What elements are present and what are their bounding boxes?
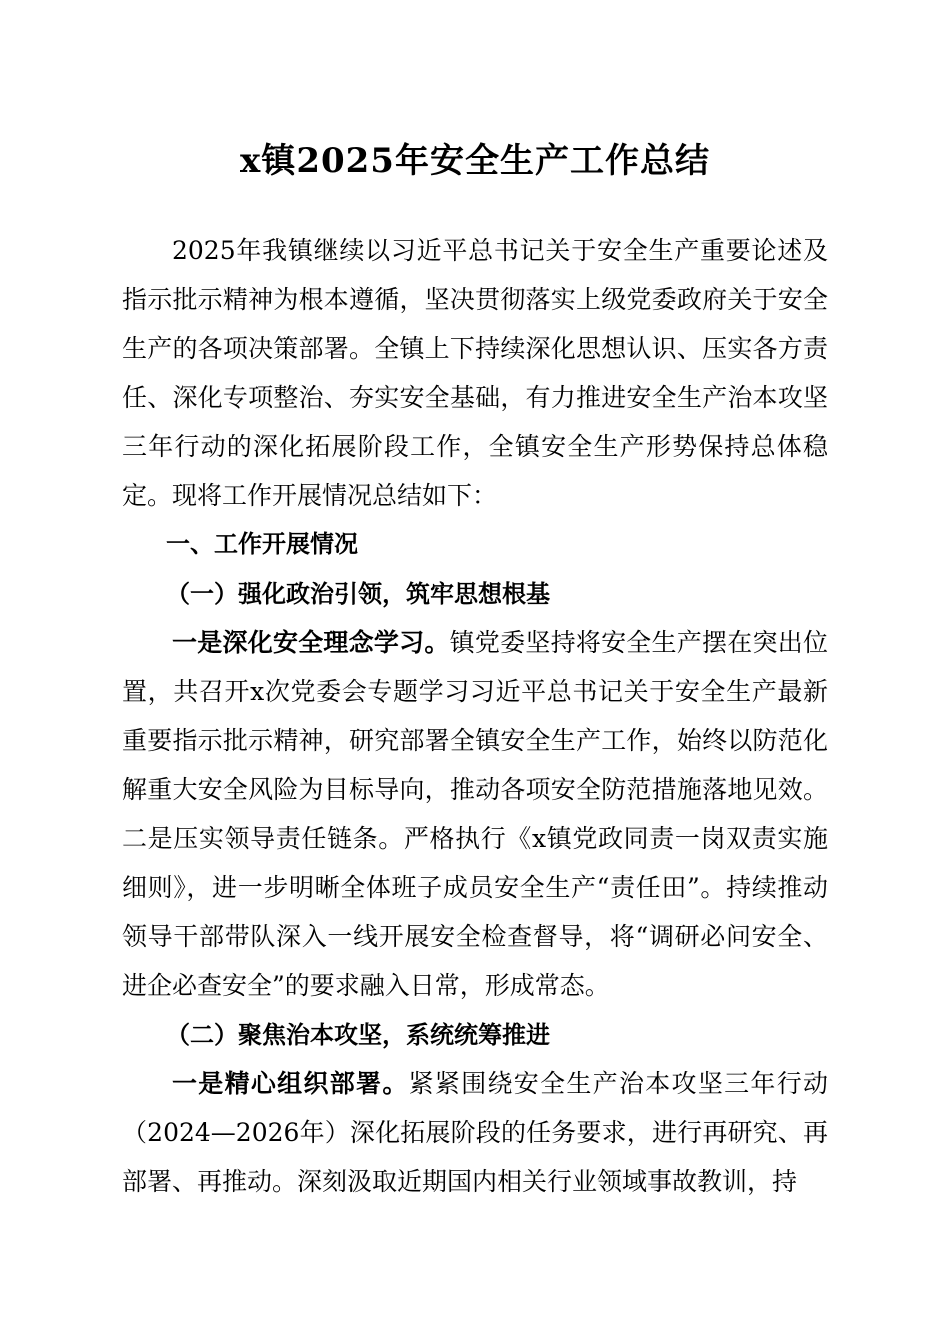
document-title: x镇2025年安全生产工作总结 <box>240 141 710 181</box>
intro-paragraph: 2025年我镇继续以习近平总书记关于安全生产重要论述及指示批示精神为根本遵循，坚决贯彻落实上级党委政府关于安全生产的各项决策部署。全镇上下持续深化思想认识、压实各方责任、深化专项整治、夯实安全基础，有力推进安全生产治本攻坚三年行动的深化拓展阶段工作，全镇安全生产形势保持总体稳定。现将工作开展情况总结如下： <box>122 236 828 510</box>
paragraph-body-text: 镇党委坚持将安全生产摆在突出位置，共召开x次党委会专题学习习近平总书记关于安全生产最新重要指示批示精神，研究部署全镇安全生产工作，始终以防范化解重大安全风险为目标导向，推动各项安全防范措施落地见效。二是压实领导责任链条。严格执行《x镇党政同责一岗双责实施细则》，进一步明晰全体班子成员安全生产“责任田”。持续推动领导干部带队深入一线开展安全检查督导，将“调研必问安全、进企必查安全”的要求融入日常，形成常态。 <box>122 628 828 1000</box>
paragraph-lead-text: 一是精心组织部署。 <box>172 1069 409 1098</box>
subsection1-paragraph <box>122 618 828 1010</box>
document-body <box>122 226 828 1206</box>
subsection-heading-political-guidance: （一）强化政治引领，筑牢思想根基 <box>166 579 550 608</box>
paragraph-lead-text: 一是深化安全理念学习。 <box>172 628 450 657</box>
section-heading-work-progress: 一、工作开展情况 <box>166 530 358 558</box>
paragraph-body-text: 紧紧围绕安全生产治本攻坚三年行动（2024—2026年）深化拓展阶段的任务要求，进行再研究、再部署、再推动。深刻汲取近期国内相关行业领域事故教训，持 <box>122 1069 828 1196</box>
subsection2-paragraph <box>122 1059 828 1206</box>
subsection-heading-root-cause-tackling: （二）聚焦治本攻坚，系统统筹推进 <box>166 1020 550 1049</box>
